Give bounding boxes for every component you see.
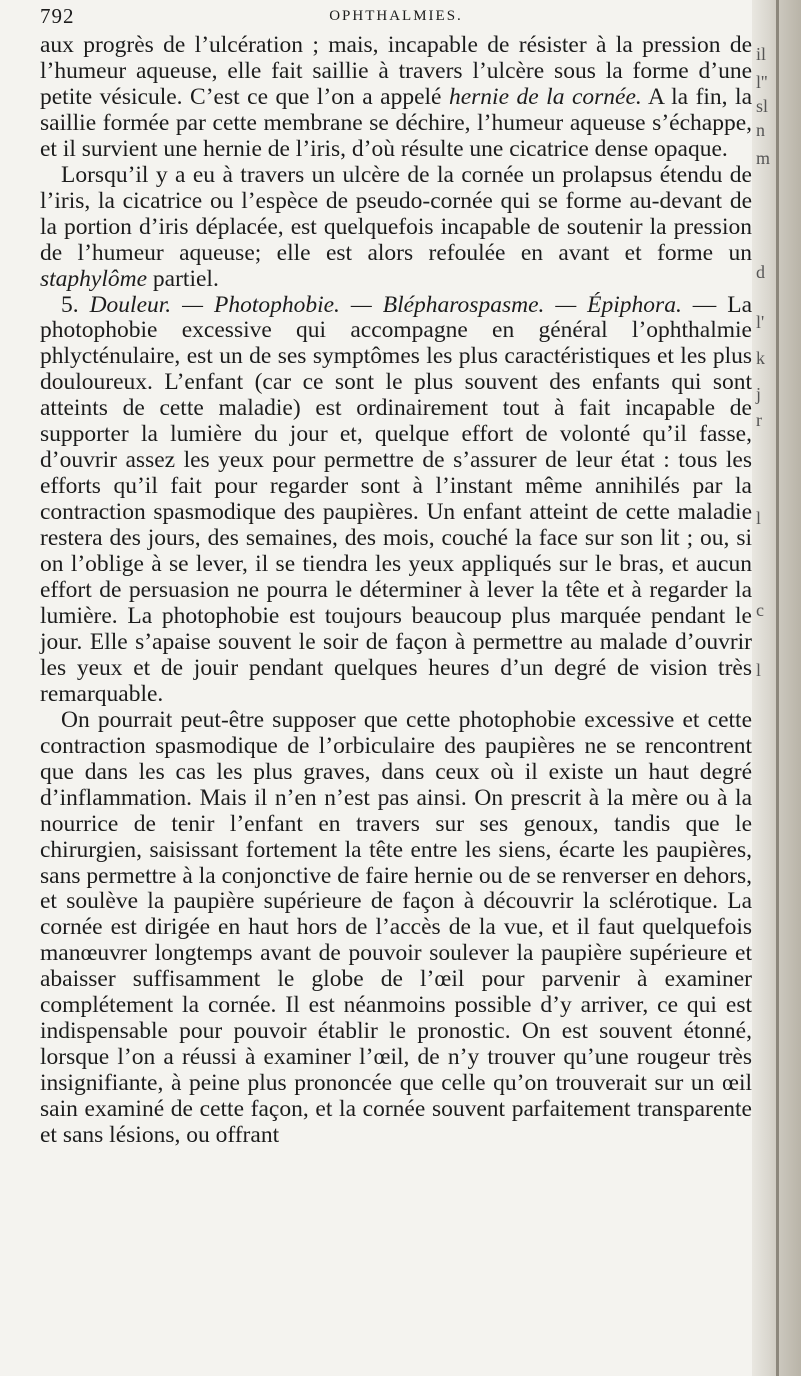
paragraph-text: On pourrait peut-être supposer que cette photophobie excessive et cette contraction spasmodique de l’orbiculaire des paupières ne se rencontrent que dans les cas les plus graves, dans ceux où il existe un haut degré d’inflammation. Mais il n’en n’est pas ainsi. On prescrit à la mère ou à la nourrice de tenir l’enfant en travers sur ses genoux, tandis que le chirurgien, saisissant fortement la tête entre les siens, écarte les paupières, sans permettre à la conjonctive de faire hernie ou de se renverser en dehors, et soulève la paupière supérieure de façon à découvrir la sclérotique. La cornée est dirigée en haut hors de l’accès de la vue, et il faut quelquefois manœuvrer longtemps avant de pouvoir soulever la paupière supérieure et abaisser suffisamment le globe de l’œil pour parvenir à examiner complétement la cornée. Il est néanmoins possible d’y arriver, ce qui est indispensable pour pouvoir établir le pronostic. On est souvent étonné, lorsque l’on a réussi à examiner l’œil, de n’y trouver qu’une rougeur très insignifiante, à peine plus prononcée que celle qu’on trouverait sur un œil sain examiné de cette façon, et la cornée souvent parfaitement transparente et sans lésions, ou offrant	[40, 706, 752, 1149]
italic-term: staphylôme	[40, 265, 148, 292]
page-header	[40, 4, 752, 32]
gutter-fragment: il	[756, 44, 767, 64]
gutter-fragment: m	[756, 148, 771, 168]
gutter-fragment: l	[756, 660, 762, 680]
paragraph-continued	[40, 33, 752, 163]
gutter-fragment: c	[756, 600, 764, 620]
paragraph-text: aux progrès de l’ulcération ; mais, incapable de résister à la pression de l’humeur aqueuse, elle fait saillie à travers l’ulcère sous la forme d’une petite vésicule. C’est ce que l’on a appelé	[40, 32, 752, 110]
gutter-fragment: k	[756, 348, 765, 368]
paragraph	[40, 708, 752, 1149]
heading-dash: —	[681, 291, 717, 318]
running-title: OPHTHALMIES.	[329, 8, 463, 24]
body-text	[40, 33, 752, 1149]
gutter-fragment: d	[756, 262, 765, 282]
section-heading: Douleur. — Photophobie. — Blépharospasme. — Épiphora.	[89, 291, 682, 318]
paragraph	[40, 163, 752, 293]
paragraph-text: La photophobie excessive qui accompagne en général l’ophthalmie phlycténulaire, est un de ses symptômes les plus caractéristiques et les plus douloureux. L’enfant (car ce sont le plus souvent des enfants qui sont atteints de cette maladie) est ordinairement tout à fait incapable de supporter la lumière du jour et, quelque effort de volonté qu’il fasse, d’ouvrir assez les yeux pour permettre de s’assurer de leur état : tous les efforts qu’il fait pour regarder sont à l’instant même annihilés par la contraction spasmodique des paupières. Un enfant atteint de cette maladie restera des jours, des semaines, des mois, couché la face sur son lit ; ou, si on l’oblige à se lever, il se tiendra les yeux appliqués sur le bras, et aucun effort de persuasion ne pourra le déterminer à lever la tête et à regarder la lumière. La photophobie est toujours beaucoup plus marquée pendant le jour. Elle s’apaise souvent le soir de façon à permettre au malade d’ouvrir les yeux et de jouir pendant quelques heures d’un degré de vision très remarquable.	[40, 291, 753, 707]
paragraph-text: partiel.	[147, 265, 219, 292]
gutter-fragment: n	[756, 120, 765, 140]
section-number: 5.	[61, 291, 79, 318]
gutter-fragment: j	[756, 384, 762, 404]
paragraph-text: A la fin, la saillie formée par cette membrane se déchire, l’humeur aqueuse s’échappe, et il survient une hernie de l’iris, d’où résulte une cicatrice dense opaque.	[40, 83, 752, 162]
gutter-fragment: r	[756, 410, 762, 430]
gutter-fragment: l''	[756, 72, 768, 92]
gutter-fragment: l'	[756, 312, 765, 332]
gutter-fragment: sl	[756, 96, 769, 116]
section-paragraph	[40, 293, 752, 708]
paragraph-text: Lorsqu’il y a eu à travers un ulcère de la cornée un prolapsus étendu de l’iris, la cicatrice ou l’espèce de pseudo-cornée qui se forme au-devant de la portion d’iris déplacée, est quelquefois incapable de soutenir la pression de l’humeur aqueuse; elle est alors refoulée en avant et forme un	[40, 161, 752, 266]
page-number: 792	[40, 4, 75, 28]
gutter-fragment: l	[756, 508, 762, 528]
italic-term: hernie de la cornée.	[448, 83, 642, 110]
page-edge	[776, 0, 779, 1376]
